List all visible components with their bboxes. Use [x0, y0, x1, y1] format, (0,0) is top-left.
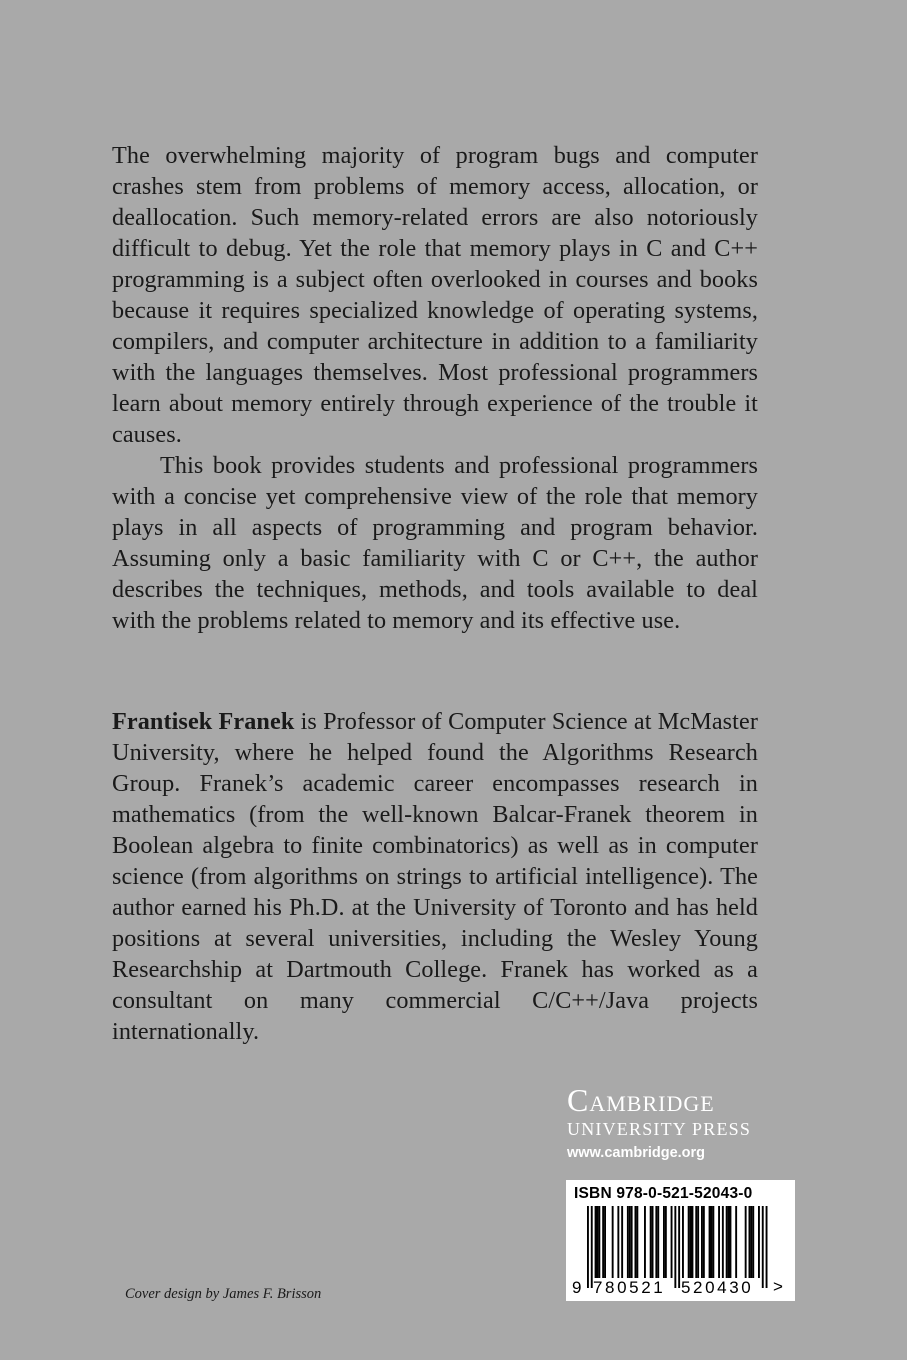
barcode-bar	[758, 1206, 760, 1278]
isbn-barcode	[566, 1180, 795, 1301]
barcode-bar	[728, 1206, 730, 1278]
barcode-bar	[663, 1206, 665, 1278]
description-paragraph-1: The overwhelming majority of program bugs and computer crashes stem from problems of memory access, allocation, or deallocation. Such memory-related errors are also notoriously difficult to debug. Yet the role that memory plays in C and C++ programming is a subject often overlooked in courses and books because it requires specialized knowledge of operating systems, compilers, and computer architecture in addition to a familiarity with the languages themselves. Most professional programmers learn about memory entirely through experience of the trouble it causes.	[112, 142, 758, 448]
barcode-bar	[657, 1206, 659, 1278]
barcode-bar	[597, 1206, 599, 1278]
barcode-bar	[665, 1206, 667, 1278]
publisher-name: Cambridge	[567, 1082, 715, 1118]
barcode-bar	[644, 1206, 646, 1278]
barcode-bar	[629, 1206, 631, 1278]
author-bio-text: is Professor of Computer Science at McMaster University, where he helped found the Algorithms Research Group. Franek’s academic career encompasses research in mathematics (from the well-known Balcar-Franek theorem in Boolean algebra to finite combinatorics) as well as in computer science (from algorithms on strings to artificial intelligence). The author earned his Ph.D. at the University of Toronto and has held positions at several universities, including the Wesley Young Researchship at Dartmouth College. Franek has worked as a consultant on many commercial C/C++/Java projects internationally.	[112, 708, 758, 1045]
barcode-bar	[674, 1206, 676, 1288]
barcode-bar	[766, 1206, 768, 1288]
barcode-bar	[612, 1206, 614, 1278]
barcode-bar	[749, 1206, 751, 1278]
barcode-bar	[617, 1206, 619, 1278]
barcode-bar	[652, 1206, 654, 1278]
barcode-bar	[688, 1206, 690, 1278]
isbn-label: ISBN 978-0-521-52043-0	[574, 1185, 753, 1202]
barcode-bar	[635, 1206, 637, 1278]
barcode-bar	[587, 1206, 589, 1288]
barcode-bar	[750, 1206, 752, 1278]
barcode-bar	[752, 1206, 754, 1278]
barcode-digit-first: 9	[572, 1278, 582, 1297]
barcode-bar	[621, 1206, 623, 1278]
author-bio-paragraph	[112, 706, 758, 1047]
barcode-bar	[730, 1206, 732, 1278]
author-biography	[112, 706, 758, 1047]
barcode-bar	[636, 1206, 638, 1278]
barcode-bar	[671, 1206, 673, 1278]
barcode-bar	[703, 1206, 705, 1278]
barcode-bar	[762, 1206, 764, 1288]
barcode-bar	[711, 1206, 713, 1278]
barcode-bar	[726, 1206, 728, 1278]
barcode-bar	[682, 1206, 684, 1278]
author-name: Frantisek Franek	[112, 708, 295, 735]
barcode-bar	[627, 1206, 629, 1278]
barcode-bar	[631, 1206, 633, 1278]
cover-design-credit: Cover design by James F. Brisson	[125, 1286, 322, 1302]
book-description	[112, 140, 758, 636]
barcode-bar	[718, 1206, 720, 1278]
barcode-bar	[655, 1206, 657, 1278]
publisher-url: www.cambridge.org	[567, 1145, 706, 1161]
barcode-bar	[701, 1206, 703, 1278]
barcode-bar	[735, 1206, 737, 1278]
barcode-digits-left: 780521	[593, 1278, 666, 1297]
barcode-bar	[591, 1206, 593, 1288]
barcode-bar	[692, 1206, 694, 1278]
barcode-bar	[712, 1206, 714, 1278]
description-paragraph-2: This book provides students and professional programmers with a concise yet comprehensive view of the role that memory plays in all aspects of programming and program behavior. Assuming only a basic familiarity with C or C++, the author describes the techniques, methods, and tools available to deal with the problems related to memory and its effective use.	[112, 452, 758, 634]
barcode-bar	[690, 1206, 692, 1278]
barcode-bar	[604, 1206, 606, 1278]
publisher-subtitle: UNIVERSITY PRESS	[567, 1119, 752, 1139]
barcode-bar	[697, 1206, 699, 1278]
barcode-bar	[695, 1206, 697, 1278]
barcode-bar	[745, 1206, 747, 1278]
barcode-bar	[602, 1206, 604, 1278]
barcode-bar	[598, 1206, 600, 1278]
barcode-digits-right: 520430	[681, 1278, 754, 1297]
publisher-logo	[567, 1082, 807, 1164]
barcode-bar	[709, 1206, 711, 1278]
barcode-bar	[678, 1206, 680, 1288]
barcode-arrow: >	[773, 1277, 783, 1296]
barcode-bar	[650, 1206, 652, 1278]
barcode-bar	[595, 1206, 597, 1278]
barcode-bar	[722, 1206, 724, 1278]
